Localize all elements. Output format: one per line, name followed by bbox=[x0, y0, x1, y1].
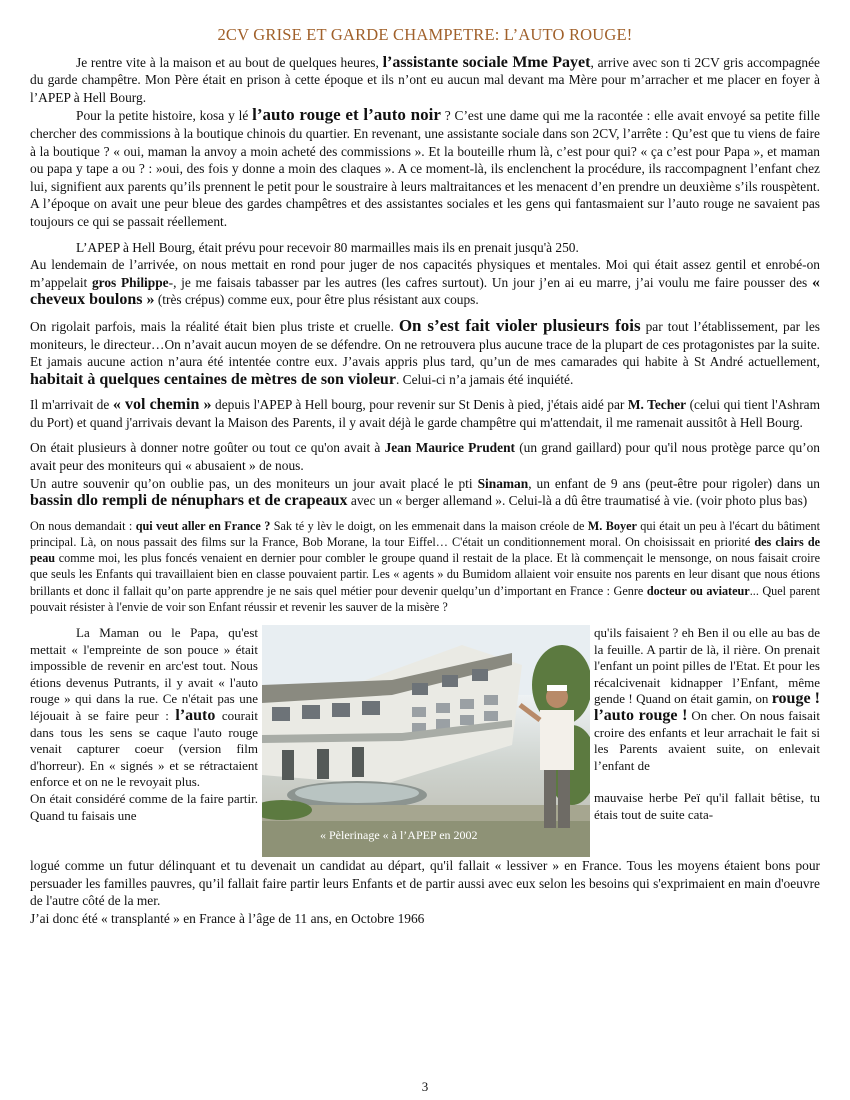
emphasis-violer: On s’est fait violer plusieurs fois bbox=[398, 315, 641, 335]
apep-photo bbox=[262, 625, 590, 857]
paragraph-transplante: J’ai donc été « transplanté » en France à l’âge de 11 ans, en Octobre 1966 bbox=[30, 910, 425, 926]
left-column-text: La Maman ou le Papa, qu'est mettait « l'empreinte de son pouce » était impossible de revenir en arc'est tout. Nous étions devenus Putrants, il y avait « l'auto rouge » qui dans la rue. Ce n'était pas une léjouait à se faire peur : l’auto courait dans tous les sens se caque l'auto rouge venait capturer coeur (version film d'horreur). En « signés » et se rétractaient enforce et on ne le revoyait plus. bbox=[30, 625, 259, 790]
apep-building-image bbox=[262, 625, 590, 857]
photo-caption: « Pèlerinage « à l’APEP en 2002 bbox=[320, 828, 478, 843]
paragraph-apep: L’APEP à Hell Bourg, était prévu pour recevoir 80 marmailles mais ils en prenait jusqu'à 250. bbox=[76, 239, 579, 255]
emphasis-auto-left: l’auto bbox=[175, 707, 216, 725]
paragraph-sinaman: Un autre souvenir qu’on oublie pas, un des moniteurs un jour avait placé le pti Sinaman, un enfant de 9 ans (peut-être pour rigoler) dans un bassin dlo rempli de nénuphars et de crapeaux avec un « berger allemand ». Celui-là a dû être traumatisé à vie. (voir photo plus bas) bbox=[30, 475, 820, 510]
left-column-end: On était considéré comme de la faire partir. Quand tu faisais une bbox=[30, 791, 258, 823]
paragraph-vol-chemin: Il m'arrivait de « vol chemin » depuis l'APEP à Hell bourg, pour revenir sur St Denis à pied, j'étais aidé par M. Techer (celui qui tient l'Ashram du Port) et quand j'arrivais devant la Maison des Parents, il y avait déjà le garde champêtre qui m'attendait, il me ramenait aussitôt à Hell Bourg. bbox=[30, 396, 821, 430]
paragraph-auto-rouge: Pour la petite histoire, kosa y lé l’auto rouge et l’auto noir ? C’est une dame qui me la racontée : elle avait envoyé sa petite fille chercher des commissions à la boutique chinois du quartier. En revenant, une assistante sociale dans son 2CV, l’arrête : Qu’est que tu viens de faire à la boutique ? « oui, maman la anvoy a moin acheté des commissions ». Et la bouteille rhum là, c’est pour qui? « ça c’est pour Papa », et maman ou papa y tape a ou ? : »oui, des fois y donne a moin des claques ». A ce moment-là, ils enclenchent la procédure, ils raccompagnent l’enfant chez lui, signifient aux parents qu’ils prennent le petit pour le soustraire à leurs maltraitances et les menacent d’en prendre un deuxième s’ils rouspètent. A l’époque on avait une peur bleue des gardes champêtres et des assistantes sociales et les gens qui fantasmaient sur l’auto rouge ne savaient pas toujours ce qui se passait réellement. bbox=[30, 105, 820, 229]
right-column bbox=[594, 625, 820, 857]
emphasis-sinaman: Sinaman bbox=[477, 475, 529, 491]
emphasis-clairs: des clairs de peau bbox=[30, 535, 821, 566]
paragraph-france: On nous demandait : qui veut aller en France ? Sak té y lèv le doigt, on les emmenait dans la maison créole de M. Boyer qui était un peu à l'écart du bâtiment principal. Là, on nous passait des films sur la France, Bob Morane, la tour Eiffel… C'était un conditionnement moral. On choisissait en priorité des clairs de peau comme moi, les plus foncés venaient en dernier pour combler le groupe quand il restait de la place. Et là commençait le mensonge, on nous faisait croire que seuls les Enfants qui travaillaient bien en classe pouvaient partir. Les « agents » du Bumidom allaient voir ensuite nos parents en leur disant que nous étions brillants et donc il fallait qu’on parte apprendre je ne sais quel métier pour devenir quelqu’un d’important en France : Genre docteur ou aviateur... Quel parent pouvait résister à l'envie de voir son Enfant réussir et revenir les sauver de la misère ? bbox=[30, 518, 821, 614]
emphasis-gros-philippe: gros Philippe bbox=[91, 274, 169, 290]
emphasis-qui-veut: qui veut aller en France ? bbox=[135, 518, 271, 533]
emphasis-assistante: l’assistante sociale Mme Payet bbox=[382, 53, 591, 71]
emphasis-bassin: bassin dlo rempli de nénuphars et de crapeaux bbox=[30, 492, 348, 510]
page-title: 2CV GRISE ET GARDE CHAMPETRE: L’AUTO ROUGE! bbox=[217, 25, 633, 44]
emphasis-docteur: docteur ou aviateur bbox=[646, 583, 750, 598]
photo-columns bbox=[30, 625, 820, 857]
paragraph-assistante: Je rentre vite à la maison et au bout de quelques heures, l’assistante sociale Mme Payet, arrive avec son ti 2CV gris accompagnée du garde champêtre. Mon Père était en prison à cette époque et ils n’ont eu aucun mal devant ma Mère pour m’arracher et me placer en foyer à l’APEP à Hell Bourg. bbox=[30, 53, 820, 105]
paragraph-gouter: On était plusieurs à donner notre goûter ou tout ce qu'on avait à Jean Maurice Prudent (un grand gaillard) pour qu'il nous protège parce qu’on avait peur des moniteurs qui « abusaient » de nous. bbox=[30, 440, 821, 474]
paragraph-delinquant: logué comme un futur délinquant et tu devenait un candidat au départ, qu'il fallait « lessiver » en France. Tous les moyens étaient bons pour persuader les familles pauvres, qu’il fallait faire partir leurs Enfants et de partir aussi avec eux selon les besoins qui s'exprimaient en main d'oeuvre de l'autre côté de la mer. bbox=[30, 858, 820, 909]
emphasis-prudent: Jean Maurice Prudent bbox=[384, 440, 515, 456]
paragraph-lendemain: Au lendemain de l’arrivée, on nous mettait en rond pour juger de nos capacités physiques et mentales. Moi qui était assez gentil et enrobé-on m’appelait gros Philippe-, je me faisais tabasser par les autres (les cafres surtout). Un jour j’en ai eu marre, j’ai voulu me faire pousser des « cheveux boulons » (très crépus) comme eux, pour être plus résistant aux coups. bbox=[30, 257, 820, 309]
right-column-end: mauvaise herbe Peï qu'il fallait bêtise, tu étais tout de suite cata- bbox=[594, 790, 820, 822]
emphasis-auto-rouge: l’auto rouge et l’auto noir bbox=[252, 105, 441, 125]
left-column bbox=[30, 625, 258, 857]
right-column-text: qu'ils faisaient ? eh Ben il ou elle au bas de la feuille. A partir de là, il rière. On prenait l'enfant un point pilles de l'Etat. Et pour les récalcivenait kidnapper l’Enfant, même gende ! Quand on était gamin, on rouge ! l’auto rouge ! On cher. On nous faisait croire des enfants et leur arrachait le fait si les Parents avaient suite, on enlevait l’enfant de bbox=[594, 625, 820, 773]
page-number: 3 bbox=[421, 1079, 429, 1094]
paragraph-violences: On rigolait parfois, mais la réalité était bien plus triste et cruelle. On s’est fait violer plusieurs fois par tout l’établissement, par les moniteurs, le directeur…On n’avait aucun moyen de se défendre. On ne retrouvera plus aucune trace de la plupart de ces protagonistes par la suite. Et jamais aucune action n’aura été intentée contre eux. J’avais appris plus tard, qu’un de mes camarades qui habite à St André actuellement, habitait à quelques centaines de mètres de son violeur. Celui-ci n’a jamais été inquiété. bbox=[30, 315, 820, 388]
emphasis-techer: M. Techer bbox=[627, 397, 687, 413]
emphasis-violeur: habitait à quelques centaines de mètres de son violeur bbox=[30, 370, 396, 388]
emphasis-vol-chemin: « vol chemin » bbox=[112, 396, 212, 414]
emphasis-cheveux-boulons: « cheveux boulons » bbox=[30, 273, 820, 309]
emphasis-auto-right: rouge ! l’auto rouge ! bbox=[594, 690, 820, 725]
emphasis-boyer: M. Boyer bbox=[587, 518, 637, 533]
